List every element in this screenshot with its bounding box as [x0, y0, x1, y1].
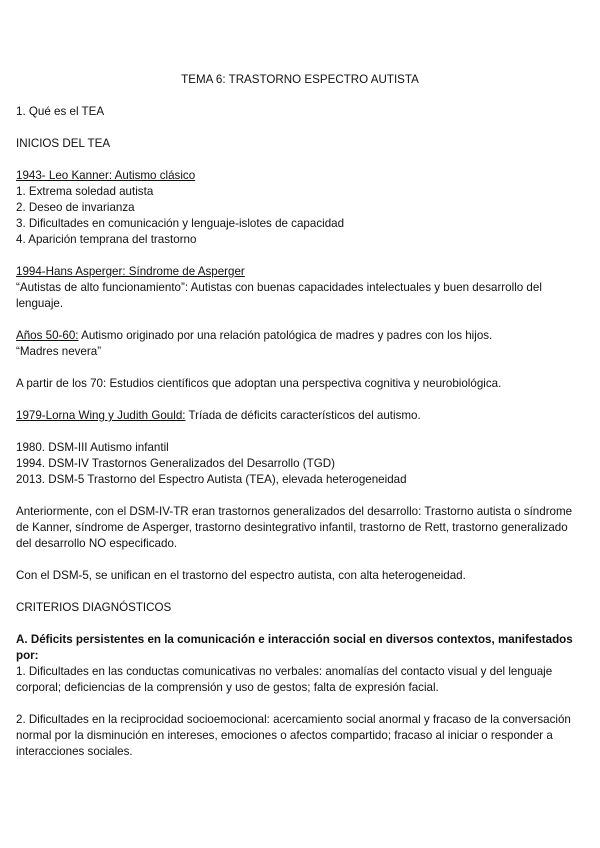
dsm-item-2013: 2013. DSM-5 Trastorno del Espectro Autista (TEA), elevada heterogeneidad — [16, 473, 407, 486]
kanner-item-1: 1. Extrema soledad autista — [16, 185, 154, 198]
anteriormente-paragraph: Anteriormente, con el DSM-IV-TR eran trastornos generalizados del desarrollo: Trastorno autista o síndrome de Kanner, síndrome de Asperger, trastorno desintegrativo infantil, trastorno de Rett, trastorno generalizado del desarrollo NO especificado. — [16, 505, 573, 550]
criterio-a-item-2: 2. Dificultades en la reciprocidad socioemocional: acercamiento social anormal y fracaso de la conversación normal por la disminución en intereses, emociones o afectos compartido; fracaso al iniciar o responder a interacciones sociales. — [16, 713, 571, 758]
asperger-heading: 1994-Hans Asperger: Síndrome de Asperger — [16, 265, 245, 278]
dsm-item-1980: 1980. DSM-III Autismo infantil — [16, 441, 169, 454]
kanner-item-2: 2. Deseo de invarianza — [16, 201, 135, 214]
kanner-block — [16, 168, 584, 248]
criterio-a-item-1: 1. Dificultades en las conductas comunicativas no verbales: anomalías del contacto visual y del lenguaje corporal; deficiencias de la comprensión y uso de gestos; falta de expresión facial. — [16, 665, 553, 694]
asperger-text: “Autistas de alto funcionamiento”: Autistas con buenas capacidades intelectuales y buen desarrollo del lenguaje. — [16, 281, 542, 310]
document-page — [16, 72, 584, 776]
kanner-item-4: 4. Aparición temprana del trastorno — [16, 233, 197, 246]
kanner-heading: 1943- Leo Kanner: Autismo clásico — [16, 169, 196, 182]
question-what-is-tea: 1. Qué es el TEA — [16, 105, 105, 118]
document-title: TEMA 6: TRASTORNO ESPECTRO AUTISTA — [181, 73, 419, 86]
section-heading-inicios: INICIOS DEL TEA — [16, 137, 111, 150]
setenta-paragraph: A partir de los 70: Estudios científicos que adoptan una perspectiva cognitiva y neurobiológica. — [16, 377, 502, 390]
anos-block — [16, 328, 584, 360]
kanner-item-3: 3. Dificultades en comunicación y lenguaje-islotes de capacidad — [16, 217, 345, 230]
section-heading-criterios: CRITERIOS DIAGNÓSTICOS — [16, 601, 172, 614]
asperger-block — [16, 264, 584, 312]
wing-paragraph — [16, 408, 584, 424]
wing-label: 1979-Lorna Wing y Judith Gould: — [16, 409, 186, 422]
criterio-a-block — [16, 632, 584, 696]
anos-quote: “Madres nevera” — [16, 345, 102, 358]
dsm-list — [16, 440, 584, 488]
dsm5-paragraph: Con el DSM-5, se unifican en el trastorno del espectro autista, con alta heterogeneidad. — [16, 569, 466, 582]
dsm-item-1994: 1994. DSM-IV Trastornos Generalizados del Desarrollo (TGD) — [16, 457, 335, 470]
criterio-a-heading: A. Déficits persistentes en la comunicación e interacción social en diversos contextos, manifestados por: — [16, 633, 573, 662]
anos-label: Años 50-60: — [16, 329, 79, 342]
anos-text: Autismo originado por una relación patológica de madres y padres con los hijos. — [78, 329, 493, 342]
wing-text: Tríada de déficits característicos del autismo. — [185, 409, 421, 422]
